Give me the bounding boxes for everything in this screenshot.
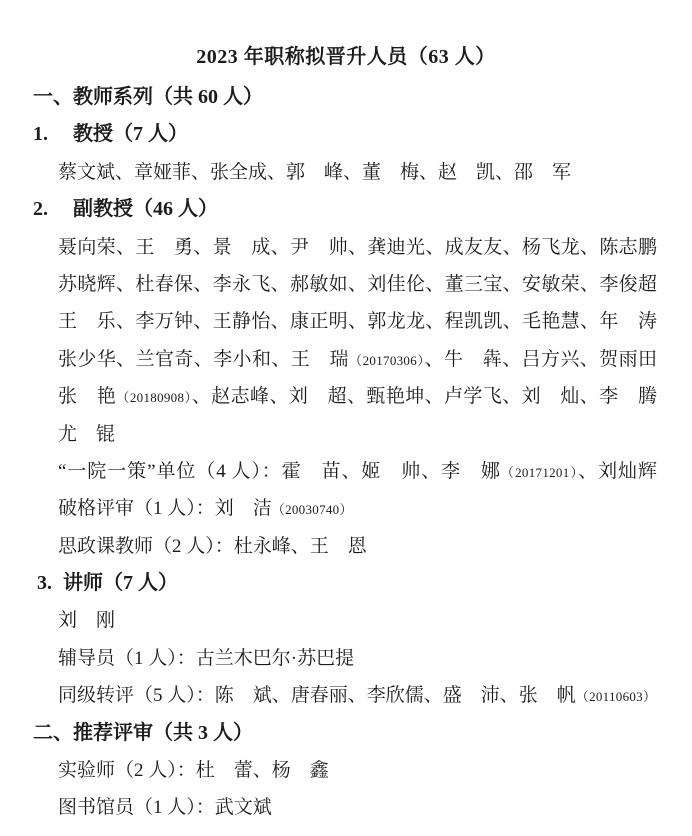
person-id-number: （20180908）	[116, 390, 192, 406]
line-text: 实验师（2 人）：杜 蕾、杨 鑫	[58, 760, 329, 782]
document-lines	[0, 79, 692, 827]
line-text: 聂向荣、王 勇、景 成、尹 帅、龚迪光、成友友、杨飞龙、陈志鹏	[58, 236, 657, 258]
doc-line	[0, 116, 692, 153]
doc-line	[0, 154, 692, 191]
doc-line	[0, 266, 657, 303]
line-text: 一、教师系列（共 60 人）	[33, 86, 263, 108]
line-text: 张 艳	[58, 386, 117, 408]
line-text: 思政课教师（2 人）：杜永峰、王 恩	[58, 535, 367, 557]
line-text: 讲师（7 人）	[63, 572, 178, 595]
line-text: 、牛 犇、吕方兴、贺雨田	[424, 348, 657, 370]
doc-line	[0, 602, 692, 639]
doc-line	[0, 752, 692, 789]
doc-line	[0, 191, 692, 228]
doc-line	[0, 378, 657, 415]
doc-line	[0, 229, 657, 266]
doc-line	[0, 640, 692, 677]
person-id-number: （20170306）	[348, 352, 425, 368]
line-text: 王 乐、李万钟、王静怡、康正明、郭龙龙、程凯凯、毛艳慧、年 涛	[58, 311, 657, 333]
list-marker: 2.	[33, 198, 48, 221]
doc-line	[0, 715, 692, 752]
line-text: 苏晓辉、杜春保、李永飞、郝敏如、刘佳伦、董三宝、安敏荣、李俊超	[58, 273, 657, 295]
doc-line	[0, 789, 692, 826]
doc-line	[0, 565, 692, 602]
doc-line	[0, 79, 692, 116]
list-marker: 3.	[37, 572, 52, 595]
line-text: 图书馆员（1 人）：武文斌	[58, 797, 272, 819]
doc-line	[0, 416, 692, 453]
doc-line	[0, 341, 657, 378]
doc-line	[0, 303, 657, 340]
person-id-number: （20171201）	[500, 464, 579, 480]
line-text: “一院一策”单位（4 人）：霍 苗、姬 帅、李 娜	[58, 460, 501, 482]
line-text: 、赵志峰、刘 超、甄艳坤、卢学飞、刘 灿、李 腾	[191, 386, 657, 408]
person-id-number: （20030740）	[271, 502, 353, 518]
line-text: 破格评审（1 人）：刘 洁	[58, 498, 272, 520]
line-text: 副教授（46 人）	[73, 198, 218, 221]
doc-line	[0, 490, 692, 527]
line-text: 张少华、兰官奇、李小和、王 瑞	[58, 348, 349, 370]
line-text: 、刘灿辉	[578, 460, 657, 482]
line-text: 蔡文斌、章娅菲、张全成、郭 峰、董 梅、赵 凯、邵 军	[58, 161, 572, 183]
line-text: 刘 刚	[58, 610, 116, 632]
line-text: 教授（7 人）	[73, 123, 188, 146]
list-marker: 1.	[33, 123, 48, 146]
doc-line	[0, 528, 692, 565]
line-text: 二、推荐评审（共 3 人）	[33, 721, 253, 744]
doc-line	[0, 677, 692, 714]
line-text: 同级转评（5 人）：陈 斌、唐春丽、李欣儒、盛 沛、张 帆	[58, 685, 576, 707]
line-text: 辅导员（1 人）：古兰木巴尔·苏巴提	[58, 647, 355, 669]
line-text: 尤 锟	[58, 423, 116, 445]
document-title: 2023 年职称拟晋升人员（63 人）	[196, 46, 496, 68]
doc-line	[0, 453, 657, 490]
person-id-number: （20110603）	[575, 689, 657, 705]
